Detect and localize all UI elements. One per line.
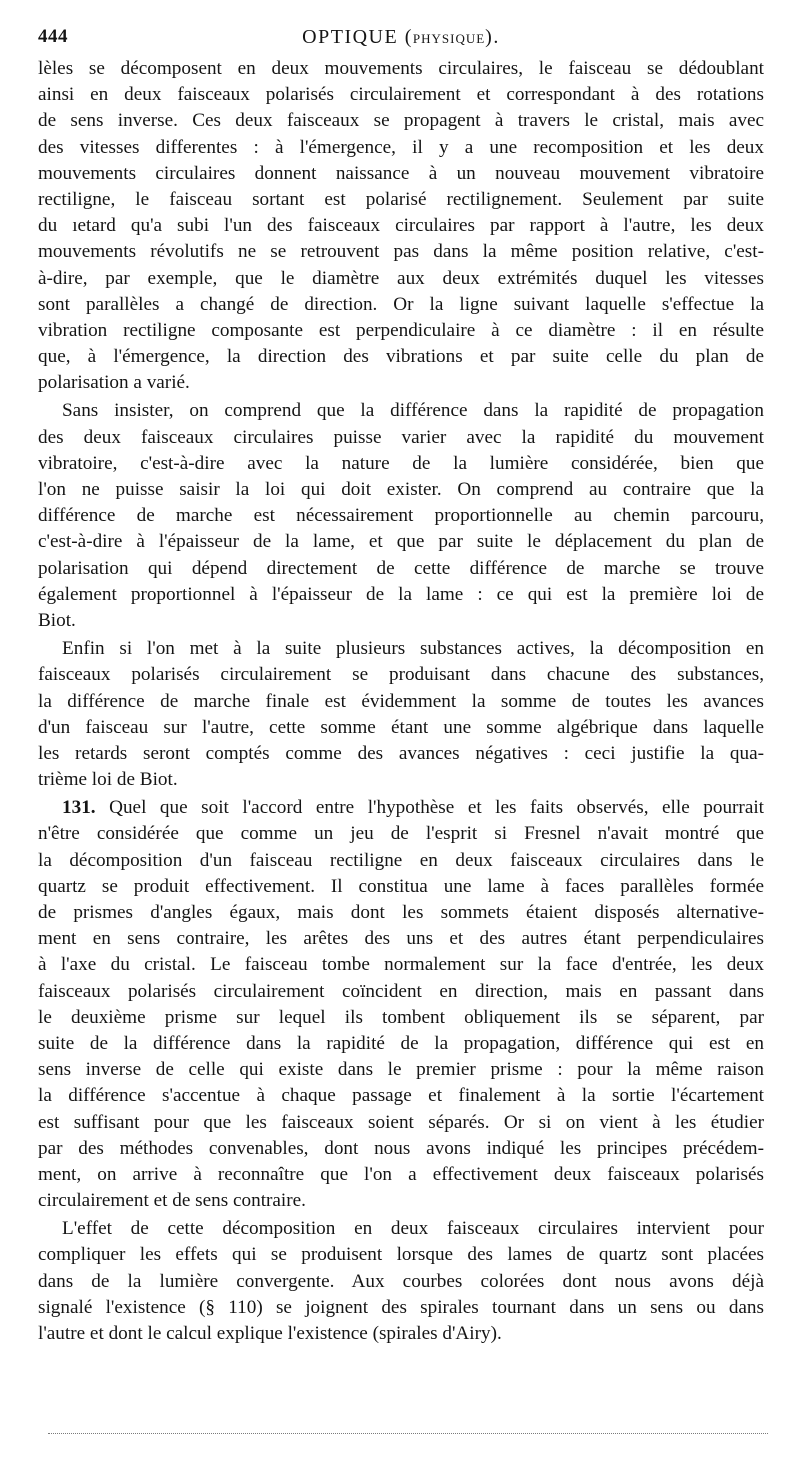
running-title-end: ). [485, 26, 500, 48]
text-line: ment, on arrive à reconnaître que l'on a effectivement deux faisceaux polarisés [38, 1163, 764, 1185]
text-line: par des méthodes convenables, dont nous avons indiqué les principes précédem- [38, 1137, 764, 1159]
text-line: que, à l'émergence, la direction des vibrations et par suite celle du plan de [38, 346, 764, 368]
body-text [38, 56, 764, 1347]
text-line: la différence de marche finale est évidemment la somme de toutes les avances [38, 690, 764, 712]
text-line: des deux faisceaux circulaires puisse varier avec la rapidité du mouvement [38, 426, 764, 448]
text-line [38, 795, 764, 821]
running-title-main: OPTIQUE ( [302, 26, 413, 48]
text-line: également proportionnel à l'épaisseur de la lame : ce qui est la première loi de [38, 583, 764, 605]
text-line: d'un faisceau sur l'autre, cette somme étant une somme algébrique dans laquelle [38, 716, 764, 738]
paragraph [38, 56, 764, 396]
book-page [38, 22, 764, 1347]
running-title [38, 26, 764, 49]
text-line: Enfin si l'on met à la suite plusieurs substances actives, la décomposition en [62, 638, 764, 660]
text-line: l'on ne puisse saisir la loi qui doit exister. On comprend au contraire que la [38, 479, 764, 500]
text-line: des vitesses differentes : à l'émergence, il y a une recomposition et les deux [38, 136, 764, 158]
text-line: L'effet de cette décomposition en deux faisceaux circulaires intervient pour [62, 1218, 764, 1240]
text-line: ment en sens contraire, les arêtes des uns et des autres étant perpendiculaires [38, 928, 764, 950]
text-line: du ıetard qu'a subi l'un des faisceaux circulaires par rapport à l'autre, les deux [38, 215, 764, 237]
text-line: polarisation a varié. [38, 372, 190, 394]
text-line: sont parallèles a changé de direction. Or la ligne suivant laquelle s'effectue la [38, 293, 764, 315]
text-line: de sens inverse. Ces deux faisceaux se propagent à travers le cristal, mais avec [38, 110, 764, 132]
text-line: Biot. [38, 609, 76, 631]
footer-dotted-rule [48, 1433, 768, 1434]
text-line: Sans insister, on comprend que la différence dans la rapidité de propagation [62, 400, 764, 422]
text-line: rectiligne, le faisceau sortant est polarisé rectilignement. Seulement par suite [38, 188, 764, 210]
text-line: polarisation qui dépend directement de cette différence de marche se trouve [38, 557, 764, 579]
text-line: à-dire, par exemple, que le diamètre aux deux extrémités duquel les vitesses [38, 267, 764, 289]
text-line: compliquer les effets qui se produisent lorsque des lames de quartz sont placées [38, 1244, 764, 1266]
section-number: 131. [62, 797, 96, 819]
text-line: n'être considérée que comme un jeu de l'esprit si Fresnel n'avait montré que [38, 823, 764, 845]
text-line: vibration rectiligne composante est perpendiculaire à ce diamètre : il en résulte [38, 319, 764, 341]
text-line: différence de marche est nécessairement proportionnelle au chemin parcouru, [38, 505, 764, 527]
text-line: signalé l'existence (§ 110) se joignent des spirales tournant dans un sens ou dans [38, 1296, 764, 1318]
text-line: ainsi en deux faisceaux polarisés circulairement et correspondant à des rotations [38, 84, 764, 106]
text-line: mouvements révolutifs ne se retrouvent pas dans la même position relative, c'est- [38, 241, 764, 263]
text-line: la décomposition d'un faisceau rectiligne en deux faisceaux circulaires dans le [38, 849, 764, 871]
text-line: les retards seront comptés comme des avances négatives : ceci justifie la qua- [38, 742, 764, 764]
paragraph [38, 1216, 764, 1347]
text-line: vibratoire, c'est-à-dire avec la nature de la lumière considérée, bien que [38, 452, 764, 474]
running-header [38, 22, 764, 56]
text-line: de prismes d'angles égaux, mais dont les sommets étaient disposés alternative- [38, 902, 764, 923]
text-line-content: Quel que soit l'accord entre l'hypothèse et les faits observés, elle pourrait [95, 797, 764, 819]
text-line: à l'axe du cristal. Le faisceau tombe normalement sur la face d'entrée, les deux [38, 954, 764, 976]
paragraph [38, 636, 764, 793]
text-line: faisceaux polarisés circulairement coïncident en direction, mais en passant dans [38, 980, 764, 1002]
text-line: l'autre et dont le calcul explique l'existence (spirales d'Airy). [38, 1323, 502, 1344]
text-line: faisceaux polarisés circulairement se produisant dans chacune des substances, [38, 664, 764, 686]
text-line: lèles se décomposent en deux mouvements circulaires, le faisceau se dédoublant [38, 58, 764, 79]
text-line: circulairement et de sens contraire. [38, 1190, 306, 1212]
text-line: quartz se produit effectivement. Il constitua une lame à faces parallèles formée [38, 875, 764, 897]
text-line: dans de la lumière convergente. Aux courbes colorées dont nous avons déjà [38, 1270, 764, 1292]
running-title-small-caps: PHYSIQUE [412, 31, 486, 46]
text-line: est suffisant pour que les faisceaux soient séparés. Or si on vient à les étudier [38, 1111, 764, 1133]
paragraph [38, 398, 764, 634]
text-line: suite de la différence dans la rapidité de la propagation, différence qui est en [38, 1032, 764, 1054]
text-line: mouvements circulaires donnent naissance à un nouveau mouvement vibratoire [38, 162, 764, 184]
text-line: le deuxième prisme sur lequel ils tombent obliquement ils se séparent, par [38, 1006, 764, 1028]
text-line: sens inverse de celle qui existe dans le premier prisme : pour la même raison [38, 1059, 764, 1081]
text-line: la différence s'accentue à chaque passage et finalement à la sortie l'écartement [38, 1085, 764, 1107]
page-number: 444 [38, 26, 68, 47]
text-line: trième loi de Biot. [38, 769, 178, 791]
text-line: c'est-à-dire à l'épaisseur de la lame, et que par suite le déplacement du plan de [38, 531, 764, 553]
paragraph [38, 795, 764, 1214]
